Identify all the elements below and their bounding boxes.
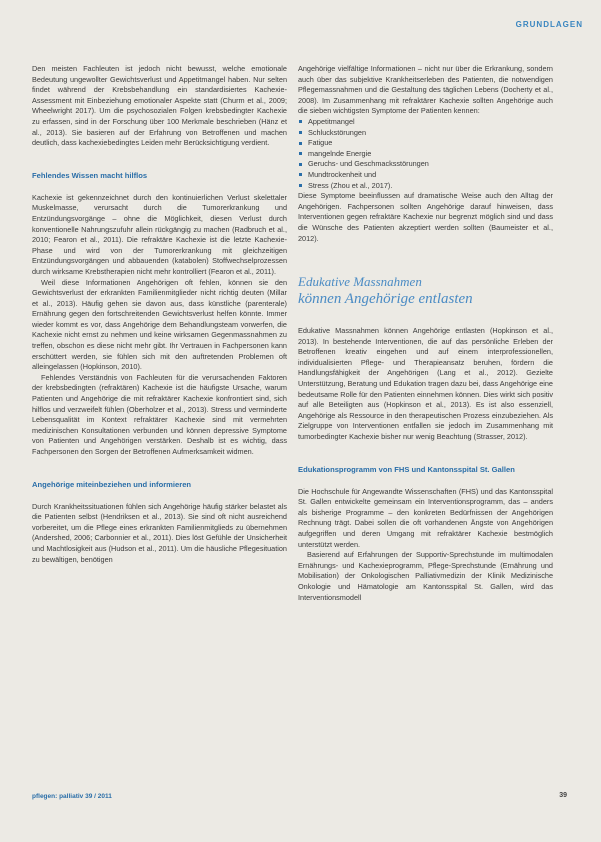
- body-paragraph: Basierend auf Erfahrungen der Supportiv-Sprechstunde im multimodalen Ernährungs- und Kachexieprogramm, Pflege-Sprechstunde (Ernährung und Mobilisation) der Onkologischen Palliativmedizin der Klinik Medizinische Onkologie und Hämatologie am Kantonsspital St. Gallen, wird das Interventionsmodell: [298, 550, 553, 602]
- body-paragraph: Durch Krankheitssituationen fühlen sich Angehörige häufig stärker belastet als die Patienten selbst (Hendriksen et al., 2013). Sie sind oft nicht ausreichend vorbereitet, um die Pflege eines erkrankten Familienmitglieds zu übernehmen (Andershed, 2006; Carbonnier et al., 2011). Dies löst Gefühle der Unsicherheit und Machtlosigkeit aus (Hudson et al., 2011). Um die häusliche Pflegesituation zu bewältigen, benötigen: [32, 501, 287, 564]
- pull-quote-line-2: können Angehörige entlasten: [298, 291, 473, 308]
- symptom-list: [298, 117, 553, 191]
- list-item: Stress (Zhou et al., 2017).: [298, 181, 553, 192]
- right-column: [298, 64, 553, 603]
- section-heading: Edukationsprogramm von FHS und Kantonsspital St. Gallen: [298, 464, 515, 474]
- pull-quote-line-1: Edukative Massnahmen: [298, 274, 422, 290]
- list-item: Fatigue: [298, 138, 553, 149]
- body-paragraph: Angehörige vielfältige Informationen – nicht nur über die Erkrankung, sondern auch über das subjektive Krankheitserleben des Patienten, die notwendigen Pflegemassnahmen und die Gestaltung des täglichen Lebens (Docherty et al., 2008). Im Zusammenhang mit refraktärer Kachexie sollten Angehörige auch die sieben wichtigsten Symptome der Patienten kennen:: [298, 64, 553, 116]
- list-item: mangelnde Energie: [298, 149, 553, 160]
- body-paragraph: Diese Symptome beeinflussen auf dramatische Weise auch den Alltag der Angehörigen. Fachpersonen sollten Angehörige darauf hinweisen, dass Interventionen gegen refraktäre Kachexie nur begrenzt möglich sind und dass die Wünsche des Patienten akzeptiert werden sollten (Baumeister et al., 2012).: [298, 191, 553, 243]
- body-paragraph: Edukative Massnahmen können Angehörige entlasten (Hopkinson et al., 2013). In bestehende Interventionen, die auf das persönliche Erleben der Betroffenen kreativ eingehen und auf einem interprofessionellen, individualisierten Pflege- und Therapieansatz beruhen, fördern die Handlungsfähigkeit der Angehörigen (Lang et al., 2012). Gezielte Unterstützung, Beratung und Edukation tragen dazu bei, dass Angehörige eine bedeutsame Rolle für den Patienten einnehmen können. Dies wirkt sich positiv auf alle Beteiligten aus (Hopkinson et al., 2013). Es ist also essenziell, Angehörige als Ressource in den therapeutischen Prozess einzubeziehen. Als Zielgruppe von Interventionen entfallen sie jedoch im Zusammenhang mit tumorbedingter Kachexie bisher nur wenig Beachtung (Strasser, 2012).: [298, 326, 553, 442]
- left-column: [32, 64, 287, 565]
- body-paragraph: Weil diese Informationen Angehörigen oft fehlen, können sie den Gewichtsverlust der erkrankten Familienmitglieder nicht richtig deuten (Millar et al., 2013). Häufig gehen sie davon aus, dass künstliche (parenterale) Ernährung gegen den fortschreitenden Gewichtsverlust helfen könnte. Immer wieder kommt es vor, dass Angehörige dem Behandlungsteam vorwerfen, die Kachexie nicht ernst zu nehmen und keine wirksamen Gegenmassnahmen zu treffen, obschon es diese nicht mehr gibt. Ihr Vertrauen in Fachpersonen kann erschüttert werden, sie fühlen sich mit den auftretenden Problemen oft alleingelassen (Hopkinson, 2010).: [32, 277, 287, 372]
- body-paragraph: Kachexie ist gekennzeichnet durch den kontinuierlichen Verlust skelettaler Muskelmasse, verursacht durch die Tumorerkrankung und Entzündungsvorgänge – ohne die Möglichkeit, diesen Verlust durch konventionelle Nahrungszufuhr allein rückgängig zu machen (Radbruch et al., 2010; Fearon et al., 2011). Die refraktäre Kachexie ist die letzte Kachexie-Phase und wird von der Tumorerkrankung mit gleichzeitigen Entzündungsvorgängen und abbauenden (katabolen) Stoffwechselprozessen durch wirksame Krebstherapien nicht mehr kontrolliert (Fearon et al., 2011).: [32, 192, 287, 276]
- section-heading: Fehlendes Wissen macht hilflos: [32, 170, 148, 180]
- list-item: Appetitmangel: [298, 117, 553, 128]
- section-tag: GRUNDLAGEN: [515, 20, 583, 29]
- list-item: Schluckstörungen: [298, 128, 553, 139]
- body-paragraph: Fehlendes Verständnis von Fachleuten für die verursachenden Faktoren der krebsbedingten (refraktären) Kachexie ist die häufigste Ursache, warum Patienten und Angehörige die mit refraktärer Kachexie konfrontiert sind, sich hilflos und verzweifelt fühlen (Oberholzer et al., 2013). Stress und verminderte Lebensqualität im Kontext refraktärer Kachexie sind mit vermehrten medizinischen Konsultationen verbunden und können depressive Symptome von Patienten und Angehörigen verstärken. Deshalb ist es wichtig, dass Fachpersonen den Sorgen der Betroffenen Aufmerksamkeit widmen.: [32, 372, 287, 456]
- section-heading: Angehörige miteinbeziehen und informieren: [32, 479, 192, 489]
- list-item: Mundtrockenheit und: [298, 170, 553, 181]
- body-paragraph: Die Hochschule für Angewandte Wissenschaften (FHS) und das Kantonsspital St. Gallen entwickelte gemeinsam ein Interventionsprogramm, das – anders als bisherige Programme – den konkreten Bedürfnissen der Angehörigen Rechnung trägt. Dabei sollen die oft vorhandenen Ängste von Angehörigen aufgegriffen und deren Umgang mit refraktärer Kachexie bestmöglich unterstützt werden.: [298, 486, 553, 549]
- list-item: Geruchs- und Geschmacksstörungen: [298, 159, 553, 170]
- journal-footer: pflegen: palliativ 39 / 2011: [32, 793, 112, 800]
- page-number: 39: [559, 792, 567, 799]
- body-paragraph: Den meisten Fachleuten ist jedoch nicht bewusst, welche emotionale Bedeutung ungewollter Gewichtsverlust und Appetitmangel haben. Nur selten findet während der Krebsbehandlung ein standardisiertes Kachexie-Assessment mit Einbeziehung emotionaler Aspekte statt (Churm et al., 2009; Wheelwright 2017). Um die psychosozialen Folgen krebsbedingter Kachexie zu erfassen, sind in der Forschung über 100 Merkmale beschrieben (Hänz et al., 2013). Sie basieren auf der Erfahrung von Betroffenen und machen deutlich, dass kachexiebedingtes Leiden mehr Berücksichtigung verdient.: [32, 64, 287, 148]
